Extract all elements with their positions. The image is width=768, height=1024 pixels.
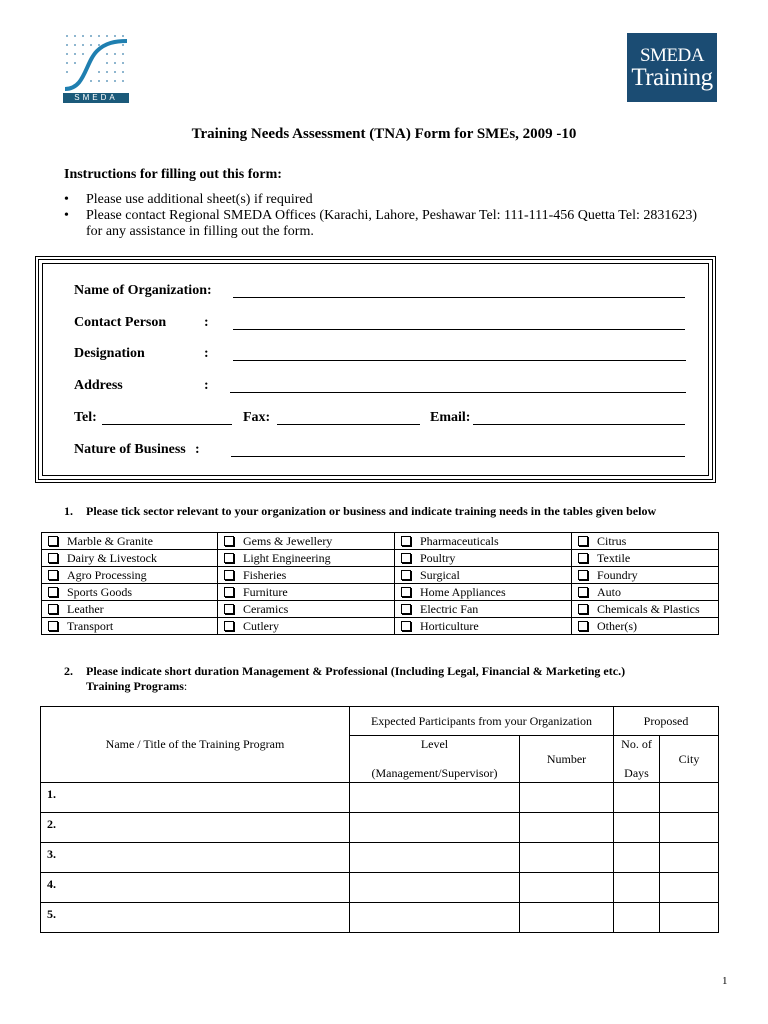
days-cell[interactable] — [614, 843, 660, 873]
sector-cell — [42, 618, 218, 635]
designation-colon: : — [204, 346, 209, 361]
sector-label: Other(s) — [597, 619, 637, 633]
sector-checkbox[interactable] — [401, 536, 411, 546]
sector-checkbox[interactable] — [224, 587, 234, 597]
sector-label: Furniture — [243, 585, 288, 599]
sector-cell — [395, 550, 572, 567]
header-number: Number — [520, 736, 614, 783]
instruction-item-continued: for any assistance in filling out the form. — [86, 224, 314, 239]
organization-name-label: Name of Organization: — [74, 283, 212, 298]
sector-label: Textile — [597, 551, 631, 565]
sector-cell — [395, 533, 572, 550]
sector-checkbox[interactable] — [401, 553, 411, 563]
nature-of-business-label: Nature of Business — [74, 442, 186, 457]
training-programs-table — [40, 706, 719, 933]
days-cell[interactable] — [614, 813, 660, 843]
sector-checkbox[interactable] — [48, 536, 58, 546]
header-days — [614, 736, 660, 783]
number-cell[interactable] — [520, 873, 614, 903]
sector-label: Horticulture — [420, 619, 479, 633]
sector-label: Surgical — [420, 568, 460, 582]
instruction-item: • Please contact Regional SMEDA Offices (Karachi, Lahore, Peshawar Tel: 111-111-456 Quetta Tel: 2831623) — [64, 208, 724, 224]
sector-cell — [42, 584, 218, 601]
tel-field[interactable] — [102, 424, 232, 425]
fax-field[interactable] — [277, 424, 420, 425]
number-cell[interactable] — [520, 903, 614, 933]
contact-person-label: Contact Person — [74, 315, 167, 330]
sector-row — [42, 533, 719, 550]
sector-label: Ceramics — [243, 602, 289, 616]
days-cell[interactable] — [614, 873, 660, 903]
sector-checkbox[interactable] — [224, 570, 234, 580]
sector-cell — [42, 550, 218, 567]
section1-heading: Please tick sector relevant to your organization or business and indicate training needs in the tables given below — [86, 504, 657, 518]
smeda-training-logo — [627, 33, 717, 102]
sector-cell — [42, 533, 218, 550]
program-name-cell[interactable]: 4. — [41, 873, 350, 903]
designation-field[interactable] — [233, 360, 686, 361]
number-cell[interactable] — [520, 843, 614, 873]
sector-checkbox[interactable] — [48, 587, 58, 597]
address-colon: : — [204, 378, 209, 393]
header-program-name: Name / Title of the Training Program — [41, 707, 350, 783]
sector-cell — [218, 618, 395, 635]
sector-label: Sports Goods — [67, 585, 133, 599]
sector-label: Dairy & Livestock — [67, 551, 157, 565]
sector-checkbox[interactable] — [401, 587, 411, 597]
sector-cell — [572, 550, 719, 567]
sector-cell — [218, 584, 395, 601]
sector-checkbox[interactable] — [224, 536, 234, 546]
sector-checkbox[interactable] — [401, 570, 411, 580]
header-days-title: No. of — [621, 737, 652, 751]
sector-label: Home Appliances — [420, 585, 506, 599]
contact-person-field[interactable] — [233, 329, 685, 330]
section2-heading-text: Training Programs — [86, 679, 184, 693]
smeda-logo — [63, 33, 129, 103]
city-cell[interactable] — [660, 903, 719, 933]
sector-checkbox[interactable] — [48, 621, 58, 631]
section2-number: 2. — [64, 664, 73, 678]
sector-checkbox[interactable] — [48, 553, 58, 563]
sector-checkbox[interactable] — [48, 570, 58, 580]
sector-checkbox[interactable] — [48, 604, 58, 614]
program-name-cell[interactable]: 5. — [41, 903, 350, 933]
tel-label: Tel: — [74, 410, 97, 425]
header-level — [350, 736, 520, 783]
sector-checkbox[interactable] — [578, 587, 588, 597]
program-row — [41, 813, 719, 843]
sector-label: Leather — [67, 602, 104, 616]
program-row — [41, 843, 719, 873]
program-row — [41, 903, 719, 933]
instructions-list — [64, 192, 724, 240]
header-expected-participants: Expected Participants from your Organization — [350, 707, 614, 736]
nature-of-business-colon: : — [195, 442, 200, 457]
sector-label: Chemicals & Plastics — [597, 602, 700, 616]
header-level-title: Level — [420, 737, 449, 751]
smeda-logo-graphic — [63, 33, 129, 93]
program-row — [41, 873, 719, 903]
sector-label: Foundry — [597, 568, 638, 582]
sector-label: Gems & Jewellery — [243, 534, 333, 548]
level-cell[interactable] — [350, 783, 520, 813]
header-city: City — [660, 736, 719, 783]
sector-cell — [395, 601, 572, 618]
sector-cell — [395, 567, 572, 584]
sector-label: Fisheries — [243, 568, 287, 582]
program-row — [41, 783, 719, 813]
number-cell[interactable] — [520, 783, 614, 813]
program-name-cell[interactable]: 3. — [41, 843, 350, 873]
smeda-training-logo-line2: Training — [631, 64, 713, 91]
sector-checkbox[interactable] — [578, 553, 588, 563]
sector-label: Electric Fan — [420, 602, 479, 616]
program-name-cell[interactable]: 1. — [41, 783, 350, 813]
sector-label: Transport — [67, 619, 114, 633]
address-field[interactable] — [230, 392, 686, 393]
sector-checkbox[interactable] — [578, 604, 588, 614]
sector-checkbox[interactable] — [578, 536, 588, 546]
instruction-item: • Please use additional sheet(s) if required — [64, 192, 724, 208]
email-label: Email: — [430, 410, 471, 425]
sector-cell — [572, 618, 719, 635]
instructions-heading: Instructions for filling out this form: — [64, 167, 282, 182]
designation-label: Designation — [74, 346, 145, 361]
sector-checkbox[interactable] — [578, 570, 588, 580]
sector-cell — [218, 533, 395, 550]
section2-heading-line2 — [86, 679, 187, 694]
sector-cell — [572, 584, 719, 601]
sector-checkbox[interactable] — [224, 553, 234, 563]
city-cell[interactable] — [660, 873, 719, 903]
fax-label: Fax: — [243, 410, 271, 425]
sector-cell — [42, 601, 218, 618]
sector-label: Agro Processing — [67, 568, 147, 582]
sector-checkbox[interactable] — [401, 604, 411, 614]
sector-label: Poultry — [420, 551, 456, 565]
level-cell[interactable] — [350, 873, 520, 903]
header-proposed: Proposed — [614, 707, 719, 736]
sector-checkbox[interactable] — [224, 604, 234, 614]
level-cell[interactable] — [350, 903, 520, 933]
sector-checkbox[interactable] — [401, 621, 411, 631]
city-cell[interactable] — [660, 843, 719, 873]
sector-row — [42, 567, 719, 584]
section1-number: 1. — [64, 504, 73, 518]
program-name-cell[interactable]: 2. — [41, 813, 350, 843]
sector-row — [42, 584, 719, 601]
sector-cell — [218, 550, 395, 567]
sector-checkbox[interactable] — [224, 621, 234, 631]
header-level-subtitle: (Management/Supervisor) — [371, 766, 498, 780]
page-number: 1 — [722, 975, 728, 987]
smeda-logo-text: SMEDA — [63, 93, 129, 103]
number-cell[interactable] — [520, 813, 614, 843]
sector-cell — [42, 567, 218, 584]
sector-cell — [572, 533, 719, 550]
sector-table — [41, 532, 719, 635]
sector-cell — [395, 584, 572, 601]
sector-checkbox[interactable] — [578, 621, 588, 631]
sector-label: Auto — [597, 585, 621, 599]
sector-cell — [572, 601, 719, 618]
email-field[interactable] — [473, 424, 685, 425]
sector-label: Citrus — [597, 534, 627, 548]
address-label: Address — [74, 378, 123, 393]
smeda-training-logo-line1: SMEDA — [639, 45, 704, 66]
sector-cell — [572, 567, 719, 584]
sector-cell — [218, 601, 395, 618]
section2-heading-line1: Please indicate short duration Management & Professional (Including Legal, Financial & Marketing etc.) — [86, 664, 626, 678]
form-title: Training Needs Assessment (TNA) Form for SMEs, 2009 -10 — [191, 126, 577, 142]
level-cell[interactable] — [350, 843, 520, 873]
days-cell[interactable] — [614, 903, 660, 933]
nature-of-business-field[interactable] — [231, 456, 685, 457]
sector-label: Light Engineering — [243, 551, 331, 565]
city-cell[interactable] — [660, 813, 719, 843]
sector-cell — [218, 567, 395, 584]
sector-row — [42, 618, 719, 635]
sector-label: Pharmaceuticals — [420, 534, 499, 548]
level-cell[interactable] — [350, 813, 520, 843]
contact-person-colon: : — [204, 315, 209, 330]
days-cell[interactable] — [614, 783, 660, 813]
sector-cell — [395, 618, 572, 635]
header-days-subtitle: Days — [624, 766, 649, 780]
sector-row — [42, 601, 719, 618]
sector-label: Marble & Granite — [67, 534, 153, 548]
sector-label: Cutlery — [243, 619, 279, 633]
sector-row — [42, 550, 719, 567]
section2-heading-colon: : — [183, 679, 188, 693]
city-cell[interactable] — [660, 783, 719, 813]
organization-name-field[interactable] — [233, 297, 685, 298]
